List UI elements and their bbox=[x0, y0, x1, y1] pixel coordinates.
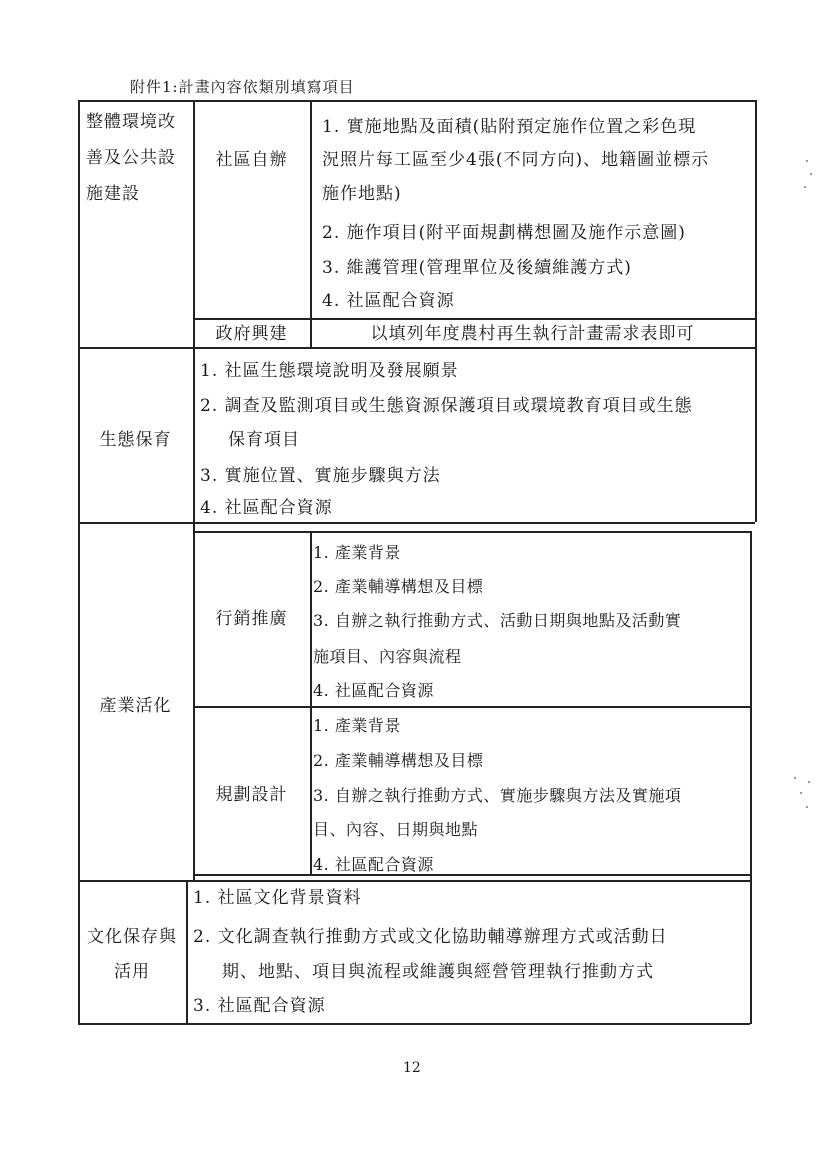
industry-title: 產業活化 bbox=[99, 696, 172, 716]
community-item-1a: 1. 實施地點及面積(貼附預定施作位置之彩色現 bbox=[322, 117, 697, 137]
culture-item-2a: 2. 文化調查執行推動方式或文化協助輔導辦理方式或活動日 bbox=[193, 927, 668, 947]
culture-title-line-2: 活用 bbox=[114, 962, 150, 982]
ecology-title: 生態保育 bbox=[99, 430, 172, 450]
community-item-1b: 況照片每工區至少4張(不同方向)、地籍圖並標示 bbox=[322, 150, 710, 170]
planning-label: 規劃設計 bbox=[215, 785, 288, 805]
environment-title-line-3: 施建設 bbox=[86, 184, 140, 204]
community-item-2: 2. 施作項目(附平面規劃構想圖及施作示意圖) bbox=[322, 223, 686, 243]
community-item-4: 4. 社區配合資源 bbox=[322, 291, 455, 311]
community-self-label: 社區自辦 bbox=[215, 150, 288, 170]
government-build-label: 政府興建 bbox=[215, 324, 288, 344]
culture-item-3: 3. 社區配合資源 bbox=[193, 996, 326, 1016]
culture-item-1: 1. 社區文化背景資料 bbox=[193, 888, 362, 908]
ecology-item-2a: 2. 調查及監測項目或生態資源保護項目或環境教育項目或生態 bbox=[200, 396, 693, 416]
community-item-1c: 施作地點) bbox=[322, 184, 402, 204]
planning-item-4: 4. 社區配合資源 bbox=[313, 855, 434, 874]
marketing-item-3a: 3. 自辦之執行推動方式、活動日期與地點及活動實 bbox=[313, 611, 682, 630]
culture-title-line-1: 文化保存與 bbox=[87, 927, 177, 947]
marketing-item-2: 2. 產業輔導構想及目標 bbox=[313, 577, 484, 596]
planning-item-3b: 目、內容、日期與地點 bbox=[313, 820, 479, 839]
planning-item-1: 1. 產業背景 bbox=[313, 716, 401, 735]
page-number: 12 bbox=[403, 1060, 421, 1076]
marketing-item-4: 4. 社區配合資源 bbox=[313, 681, 434, 700]
community-item-3: 3. 維護管理(管理單位及後續維護方式) bbox=[322, 258, 632, 278]
planning-item-2: 2. 產業輔導構想及目標 bbox=[313, 751, 484, 770]
marketing-item-1: 1. 產業背景 bbox=[313, 543, 401, 562]
page-heading: 附件1:計畫內容依類別填寫項目 bbox=[130, 78, 355, 96]
culture-item-2b: 期、地點、項目與流程或維護與經營管理執行推動方式 bbox=[222, 962, 654, 982]
ecology-item-4: 4. 社區配合資源 bbox=[200, 498, 333, 518]
ecology-item-3: 3. 實施位置、實施步驟與方法 bbox=[200, 466, 441, 486]
ecology-item-1: 1. 社區生態環境說明及發展願景 bbox=[200, 361, 459, 381]
ecology-item-2b: 保育項目 bbox=[228, 430, 300, 450]
environment-title-line-1: 整體環境改 bbox=[86, 112, 176, 132]
planning-item-3a: 3. 自辦之執行推動方式、實施步驟與方法及實施項 bbox=[313, 786, 682, 805]
marketing-label: 行銷推廣 bbox=[215, 609, 288, 629]
marketing-item-3b: 施項目、內容與流程 bbox=[313, 647, 462, 666]
government-build-text: 以填列年度農村再生執行計畫需求表即可 bbox=[370, 324, 695, 344]
environment-title-line-2: 善及公共設 bbox=[86, 148, 176, 168]
